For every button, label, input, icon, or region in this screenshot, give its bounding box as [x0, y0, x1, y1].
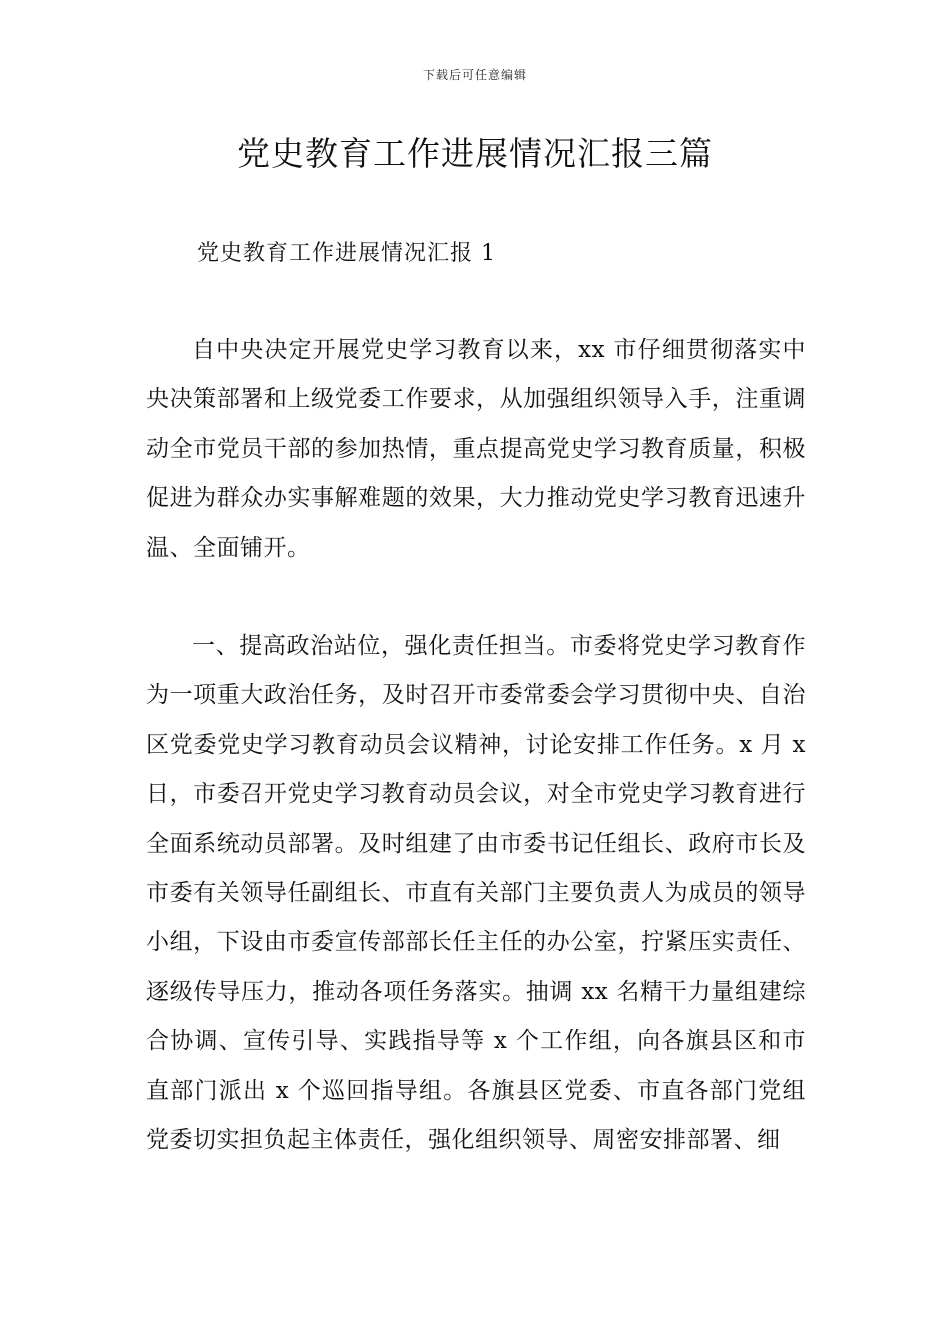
- body-paragraph-1: 自中央决定开展党史学习教育以来，xx 市仔细贯彻落实中央决策部署和上级党委工作要求，从加强组织领导入手，注重调动全市党员干部的参加热情，重点提高党史学习教育质量，积极促进为群众办实事解难题的效果，大力推动党史学习教育迅速升温、全面铺开。: [146, 337, 806, 561]
- document-subtitle: 党史教育工作进展情况汇报 1: [197, 241, 496, 266]
- document-title: 党史教育工作进展情况汇报三篇: [237, 134, 713, 173]
- header-note: 下载后可任意编辑: [422, 68, 527, 82]
- body-paragraph-2: 一、提高政治站位，强化责任担当。市委将党史学习教育作为一项重大政治任务，及时召开市委常委会学习贯彻中央、自治区党委党史学习教育动员会议精神，讨论安排工作任务。x 月 x 日，市委召开党史学习教育动员会议，对全市党史学习教育进行全面系统动员部署。及时组建了由市委书记任组长、政府市长及市委有关领导任副组长、市直有关部门主要负责人为成员的领导小组，下设由市委宣传部部长任主任的办公室，拧紧压实责任、逐级传导压力，推动各项任务落实。抽调 xx 名精干力量组建综合协调、宣传引导、实践指导等 x 个工作组，向各旗县区和市直部门派出 x 个巡回指导组。各旗县区党委、市直各部门党组党委切实担负起主体责任，强化组织领导、周密安排部署、细: [146, 633, 806, 1154]
